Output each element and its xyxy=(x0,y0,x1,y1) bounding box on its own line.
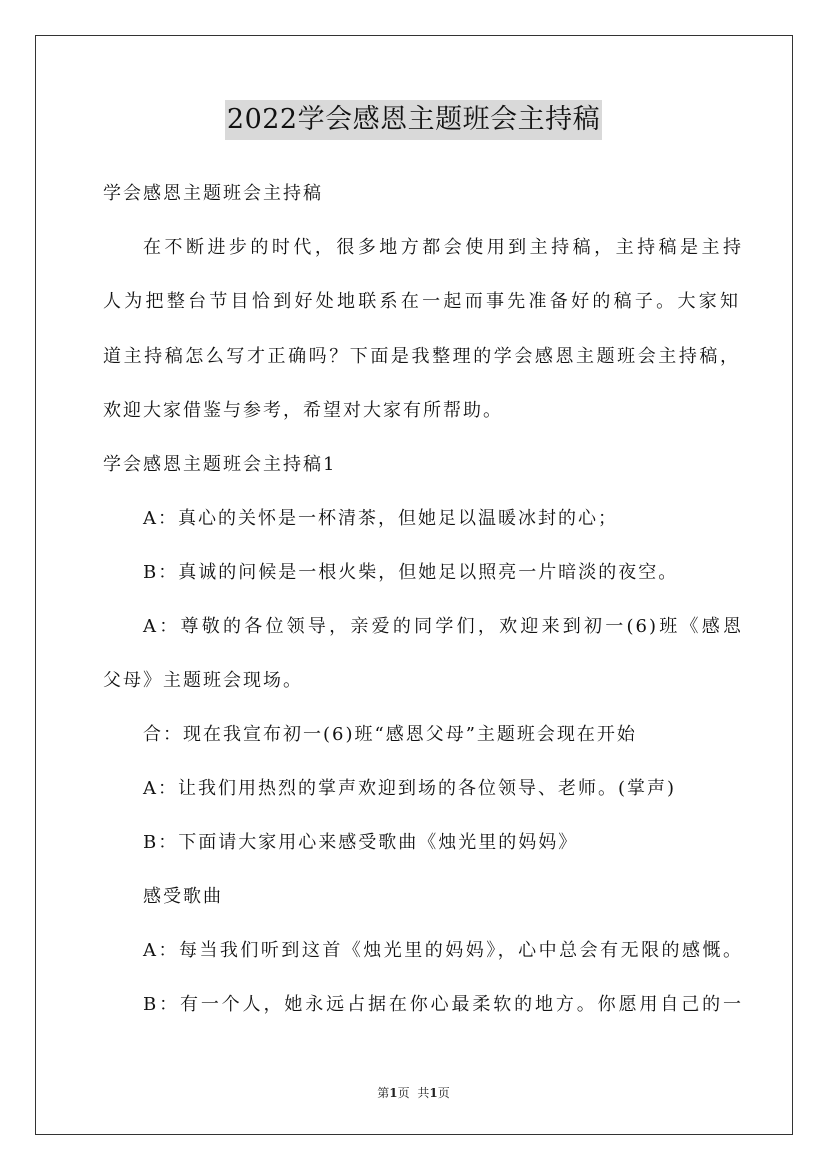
intro-line-4: 欢迎大家借鉴与参考，希望对大家有所帮助。 xyxy=(103,400,503,421)
title-container xyxy=(0,100,827,140)
subtitle: 学会感恩主题班会主持稿 xyxy=(103,183,323,204)
script-line-7: B：下面请大家用心来感受歌曲《烛光里的妈妈》 xyxy=(143,832,579,853)
page-footer xyxy=(0,1085,827,1101)
section-heading: 学会感恩主题班会主持稿1 xyxy=(103,454,337,475)
page-suffix: 页 xyxy=(397,1086,410,1100)
script-line-10: B：有一个人，她永远占据在你心最柔软的地方。你愿用自己的一 xyxy=(143,994,743,1015)
script-line-6: A：让我们用热烈的掌声欢迎到场的各位领导、老师。(掌声) xyxy=(143,778,677,799)
total-prefix: 共 xyxy=(417,1086,430,1100)
script-line-1: A：真心的关怀是一杯清茶，但她足以温暖冰封的心； xyxy=(143,508,618,529)
script-line-3: A：尊敬的各位领导，亲爱的同学们，欢迎来到初一(6)班《感恩 xyxy=(143,616,743,637)
script-line-4: 父母》主题班会现场。 xyxy=(103,670,303,691)
script-line-2: B：真诚的问候是一根火柴，但她足以照亮一片暗淡的夜空。 xyxy=(143,562,679,583)
script-line-9: A：每当我们听到这首《烛光里的妈妈》，心中总会有无限的感慨。 xyxy=(143,940,743,961)
page-prefix: 第 xyxy=(377,1086,390,1100)
script-line-5: 合：现在我宣布初一(6)班“感恩父母”主题班会现在开始 xyxy=(143,724,637,745)
script-line-8: 感受歌曲 xyxy=(143,886,223,907)
total-suffix: 页 xyxy=(437,1086,450,1100)
total-pages: 1 xyxy=(429,1086,438,1100)
intro-line-3: 道主持稿怎么写才正确吗？下面是我整理的学会感恩主题班会主持稿， xyxy=(103,346,740,367)
intro-line-1: 在不断进步的时代，很多地方都会使用到主持稿，主持稿是主持 xyxy=(143,237,743,258)
document-title: 2022学会感恩主题班会主持稿 xyxy=(225,100,602,140)
page-number: 1 xyxy=(389,1086,398,1100)
intro-line-2: 人为把整台节目恰到好处地联系在一起而事先准备好的稿子。大家知 xyxy=(103,291,740,312)
